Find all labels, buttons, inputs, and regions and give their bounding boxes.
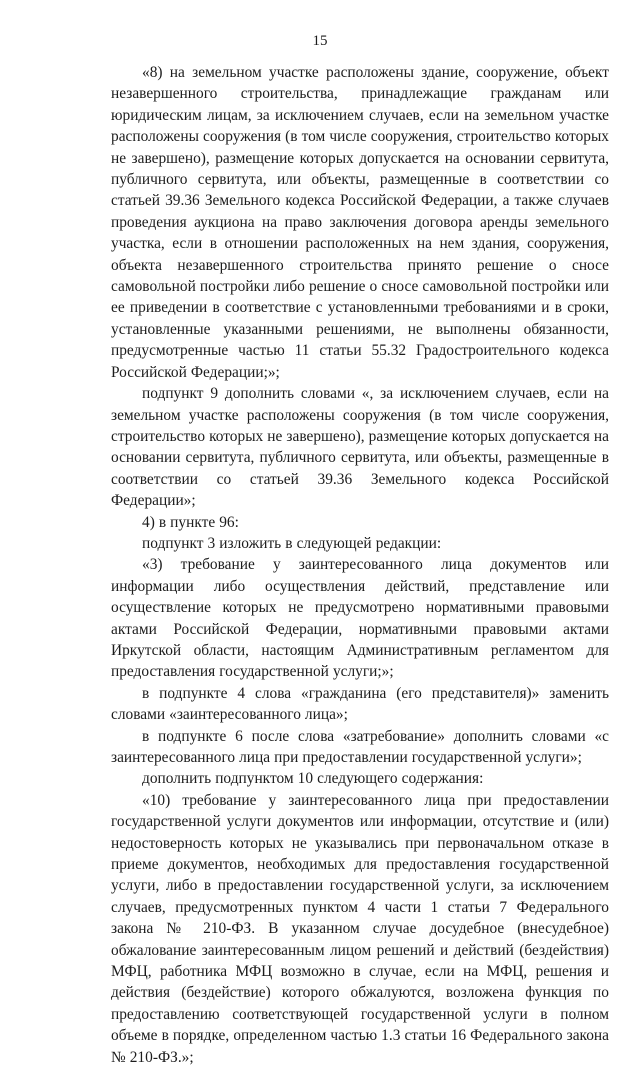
paragraph-point-96: 4) в пункте 96:	[142, 513, 239, 531]
paragraph-subitem-9: подпункт 9 дополнить словами «, за исключением случаев, если на земельном участке расположены сооружения (в том числе сооружения, строительство которых не завершено), размещение которых допускается на основании сервитута, публичного сервитута, или объекты, размещенные в соответствии со статьей 39.36 Земельного кодекса Российской Федерации»;	[111, 385, 609, 510]
paragraph-subitem-3-text: «3) требование у заинтересованного лица документов или информации либо осуществления действий, представление или осуществление которых не предусмотрено нормативными правовыми актами Российской Федерации, нормативными правовыми актами Иркутской области, настоящим Административным регламентом для предоставления государственной услуги;»;	[111, 556, 609, 681]
paragraph-subitem-6: в подпункте 6 после слова «затребование» дополнить словами «с заинтересованного лица при предоставлении государственной услуги»;	[111, 727, 609, 766]
document-body	[111, 62, 609, 1068]
paragraph-subitem-10-text: «10) требование у заинтересованного лица при предоставлении государственной услуги документов или информации, отсутствие и (или) недостоверность которых не указывались при первоначальном отказе в приеме документов, необходимых для предоставления государственной услуги, либо в предоставлении государственной услуги, за исключением случаев, предусмотренных пунктом 4 части 1 статьи 7 Федерального закона № 210-ФЗ. В указанном случае досудебное (внесудебное) обжалование заинтересованным лицом решений и действий (бездействия) МФЦ, работника МФЦ возможно в случае, если на МФЦ, решения и действия (бездействие) которого обжалуются, возложена функция по предоставлению соответствующей государственной услуги в полном объеме в порядке, определенном частью 1.3 статьи 16 Федерального закона № 210-ФЗ.»;	[111, 791, 609, 1066]
page-number: 15	[312, 33, 328, 49]
paragraph-subitem-3-intro: подпункт 3 изложить в следующей редакции:	[142, 534, 442, 552]
paragraph-subitem-4: в подпункте 4 слова «гражданина (его представителя)» заменить словами «заинтересованного лица»;	[111, 684, 609, 724]
paragraph-item-8: «8) на земельном участке расположены здание, сооружение, объект незавершенного строительства, принадлежащие гражданам или юридическим лицам, за исключением случаев, если на земельном участке расположены сооружения (в том числе сооружения, строительство которых не завершено), размещение которых допускается на основании сервитута, публичного сервитута, или объекты, размещенные в соответствии со статьей 39.36 Земельного кодекса Российской Федерации, а также случаев проведения аукциона на право заключения договора аренды земельного участка, если в отношении расположенных на нем здания, сооружения, объекта незавершенного строительства принято решение о сносе самовольной постройки либо решение о сносе самовольной постройки или ее приведении в соответствие с установленными требованиями и в сроки, установленные указанными решениями, не выполнены обязанности, предусмотренные частью 11 статьи 55.32 Градостроительного кодекса Российской Федерации;»;	[111, 64, 609, 381]
paragraph-subitem-10-intro: дополнить подпунктом 10 следующего содержания:	[142, 770, 484, 788]
